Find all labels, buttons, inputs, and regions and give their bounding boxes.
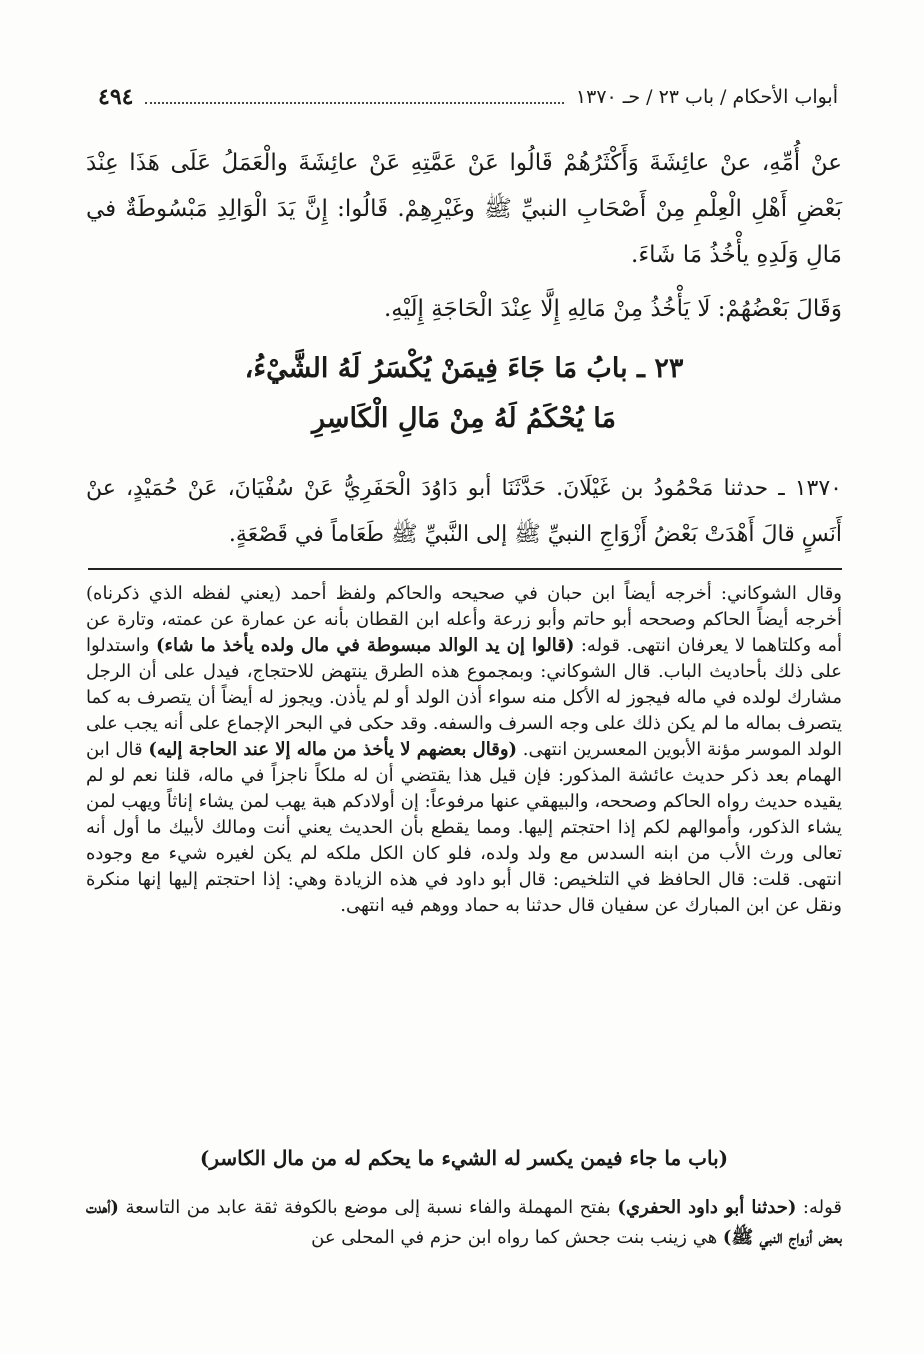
header-dotted-leader	[145, 102, 563, 104]
page-number: ٤٩٤	[98, 84, 134, 110]
commentary-text: هي زينب بنت جحش كما رواه ابن حزم في المحلى عن	[311, 1227, 718, 1248]
commentary-paragraph-2	[86, 1193, 842, 1253]
chapter-heading	[86, 344, 842, 444]
commentary-paragraph-1	[86, 581, 842, 919]
commentary-quote: (قالوا إن يد الوالد مبسوطة في مال ولده يأخذ ما شاء)	[155, 635, 575, 656]
footnote-divider	[88, 568, 842, 570]
hadith-text-continuation: عنْ أُمِّهِ، عنْ عائِشَةَ وَأَكْثَرُهُمْ قَالُوا عَنْ عَمَّتِهِ عَنْ عائِشَةَ والْعَمَلُ عَلَى هَذَا عِنْدَ بَعْضِ أَهْلِ الْعِلْمِ مِنْ أَصْحَابِ النبيِّ ﷺ وغَيْرِهِمْ. قَالُوا: إِنَّ يَدَ الْوَالِدِ مَبْسُوطَةٌ في مَالِ وَلَدِهِ يأْخُذُ مَا شَاءَ.	[86, 150, 842, 268]
hadith-1370: ١٣٧٠ ـ حدثنا مَحْمُودُ بن غَيْلَانَ. حَدَّثَنَا أبو دَاوُدَ الْحَفَرِيُّ عَنْ سُفْيَانَ، عَنْ حُمَيْدٍ، عنْ أَنَسٍ قالَ أَهْدَتْ بَعْضُ أَزْوَاجِ النبيِّ ﷺ إلى النَّبيِّ ﷺ طَعَاماً في قَصْعَةٍ.	[86, 476, 842, 547]
commentary-text: واستدلوا على ذلك بأحاديث الباب. قال الشوكاني: وبمجموع هذه الطرق ينتهض للاحتجاج، فيدل على أن الرجل مشارك لولده في ماله فيجوز له الأكل منه سواء أذن الولد أو لم يأذن. ويجوز له أيضاً أن يتصرف به كما يتصرف بماله ما لم يكن ذلك على وجه السرف والسفه. وقد حكى في البحر الإجماع على أنه يجب على الولد الموسر مؤنة الأبوين المعسرين انتهى.	[86, 635, 842, 760]
commentary-quote: (وقال بعضهم لا يأخذ من ماله إلا عند الحاجة إليه)	[148, 739, 518, 760]
hadith-text-opinion: وَقَالَ بَعْضُهُمْ: لَا يَأْخُذُ مِنْ مَالِهِ إِلَّا عِنْدَ الْحَاجَةِ إِلَيْهِ.	[383, 296, 842, 322]
page-header	[92, 82, 838, 112]
commentary-quote: (حدثنا أبو داود الحفري)	[617, 1197, 797, 1218]
commentary-text: وقال الشوكاني: أخرجه أيضاً ابن حبان في صحيحه والحاكم ولفظ أحمد (يعني لفظه الذي ذكرناه) أخرجه أيضاً الحاكم وصححه أبو حاتم وأبو زرعة وأعله ابن القطان بأنه عن عمارة عن عمته، وتارة عن أمه وكلتاهما لا يعرفان انتهى. قوله:	[86, 583, 842, 656]
commentary-text: قوله:	[802, 1197, 842, 1218]
chapter-heading-line2: مَا يُحْكَمُ لَهُ مِنْ مَالِ الْكَاسِرِ	[312, 403, 616, 434]
chapter-heading-line1: ٢٣ ـ بابُ مَا جَاءَ فِيمَنْ يُكْسَرُ لَهُ الشَّيْءُ،	[244, 353, 684, 384]
commentary-subheading: (باب ما جاء فيمن يكسر له الشيء ما يحكم له من مال الكاسر)	[199, 1146, 729, 1170]
commentary-text: قال ابن الهمام بعد ذكر حديث عائشة المذكور: فإن قيل هذا يقتضي أن له ملكاً ناجزاً في ماله، قلنا نعم لو لم يقيده حديث رواه الحاكم وصححه، والبيهقي عنها مرفوعاً: إن أولادكم هبة يهب لمن يشاء إناثاً ويهب لمن يشاء الذكور، وأموالهم لكم إذا احتجتم إليها. ومما يقطع بأن الحديث يعني أنت ومالك لأبيك ما أول أنه تعالى ورث الأب من ابنه السدس مع ولد ولده، فلو كان الكل ملكه لم يكن لغيره شيء مع وجوده انتهى. قلت: قال الحافظ في التلخيص: قال أبو داود في هذه الزيادة وهي: إذا احتجتم إليها إنها منكرة ونقل عن ابن المبارك عن سفيان قال حدثنا به حماد ووهم فيه انتهى.	[86, 739, 842, 916]
commentary-quote: (أهدت بعض أزواج النبي ﷺ)	[86, 1197, 842, 1248]
commentary-text: بفتح المهملة والفاء نسبة إلى موضع بالكوفة ثقة عابد من التاسعة	[125, 1197, 611, 1218]
running-title: أبواب الأحكام / باب ٢٣ / حـ ١٣٧٠	[575, 86, 838, 108]
